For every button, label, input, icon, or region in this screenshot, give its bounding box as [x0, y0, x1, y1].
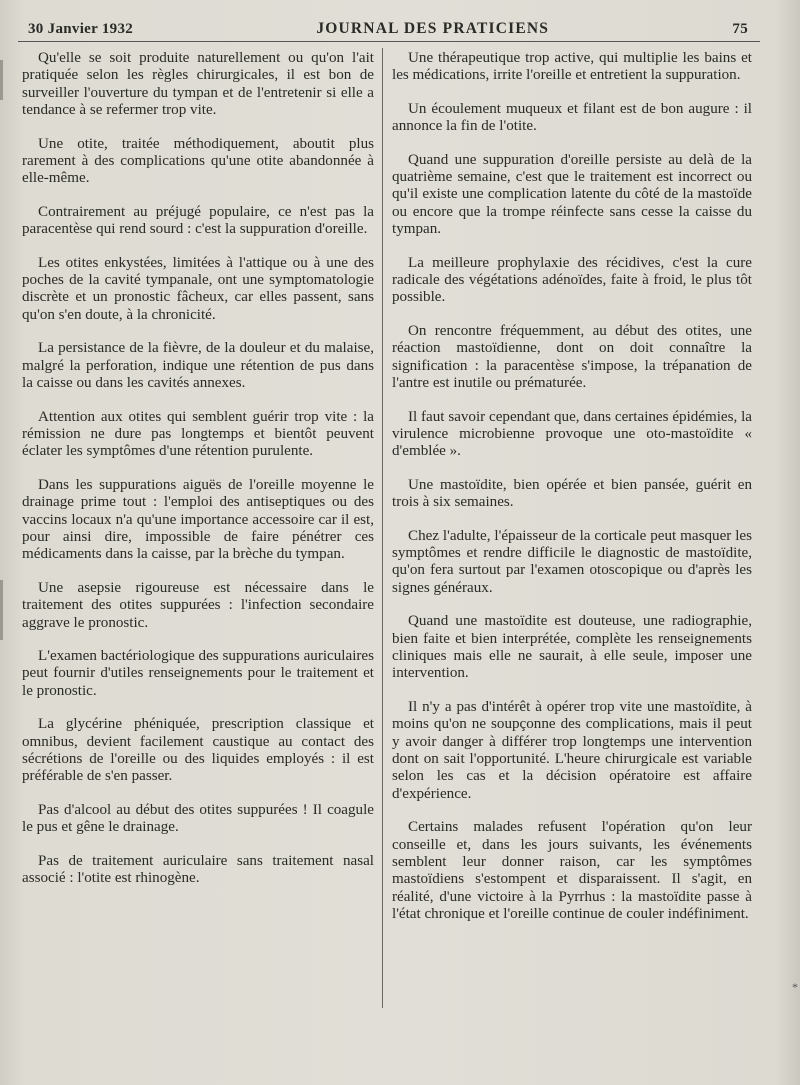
left-column	[22, 50, 374, 903]
right-column	[392, 50, 752, 940]
paragraph: La meilleure prophylaxie des récidives, c'est la cure radicale des végétations adénoïdes, faite à froid, le plus tôt possible.	[392, 254, 752, 306]
paragraph: Les otites enkystées, limitées à l'attique ou à une des poches de la cavité tympanale, ont une symptomatologie discrète et un pronostic fâcheux, car elles passent, sans qu'on s'en doute, à la chronicité.	[22, 254, 374, 323]
page-number: 75	[732, 20, 748, 37]
paragraph: L'examen bactériologique des suppurations auriculaires peut fournir d'utiles renseignements pour le traitement et le pronostic.	[22, 647, 374, 699]
paragraph: Une thérapeutique trop active, qui multiplie les bains et les médications, irrite l'oreille et entretient la suppuration.	[392, 50, 752, 84]
paragraph: Certains malades refusent l'opération qu'on leur conseille et, dans les jours suivants, les événements semblent leur donner raison, car les symptômes mastoïdiens s'estompent et disparaissent. Il s'agit, en réalité, d'une victoire à la Pyrrhus : la mastoïdite passe à l'état chronique et l'oreille continue de couler indéfiniment.	[392, 819, 752, 923]
paragraph: Une otite, traitée méthodiquement, aboutit plus rarement à des complications qu'une otite abandonnée à elle-même.	[22, 135, 374, 187]
paragraph: Quand une suppuration d'oreille persiste au delà de la quatrième semaine, c'est que le traitement est incorrect ou qu'il existe une complication latente du côté de la mastoïde ou encore que la trompe réinfecte sans cesse la caisse du tympan.	[392, 151, 752, 238]
column-divider	[382, 48, 383, 1008]
paragraph: Chez l'adulte, l'épaisseur de la corticale peut masquer les symptômes et rendre difficile le diagnostic de mastoïdite, qu'on fera surtout par l'examen otoscopique ou d'après les signes généraux.	[392, 527, 752, 596]
paragraph: Pas de traitement auriculaire sans traitement nasal associé : l'otite est rhinogène.	[22, 852, 374, 887]
journal-title: JOURNAL DES PRATICIENS	[316, 20, 550, 37]
header-date: 30 Janvier 1932	[28, 20, 134, 37]
paragraph: Il n'y a pas d'intérêt à opérer trop vite une mastoïdite, à moins qu'on ne soupçonne des complications, mais il peut y avoir danger à différer trop longtemps une intervention dont on sait l'opportunité. L'heure chirurgicale est variable selon les cas et la décision opératoire est affaire d'expérience.	[392, 698, 752, 802]
paragraph: Dans les suppurations aiguës de l'oreille moyenne le drainage prime tout : l'emploi des antiseptiques ou des vaccins locaux n'a qu'une importance accessoire car il est, pour ainsi dire, impossible de faire pénétrer ces médicaments dans la caisse, par la brèche du tympan.	[22, 476, 374, 563]
paragraph: La glycérine phéniquée, prescription classique et omnibus, devient facilement caustique au contact des sécrétions de l'oreille ou des liquides employés : il est préférable de s'en passer.	[22, 716, 374, 785]
page-header	[28, 18, 748, 40]
paragraph: Qu'elle se soit produite naturellement ou qu'on l'ait pratiquée selon les règles chirurgicales, il est bon de surveiller l'ouverture du tympan et de l'entretenir si elle a tendance à se refermer trop vite.	[22, 50, 374, 119]
paragraph: Une asepsie rigoureuse est nécessaire dans le traitement des otites suppurées : l'infection secondaire aggrave le pronostic.	[22, 579, 374, 631]
margin-mark: *	[792, 980, 798, 994]
paragraph: Il faut savoir cependant que, dans certaines épidémies, la virulence microbienne provoque une oto-mastoïdite « d'emblée ».	[392, 408, 752, 460]
paragraph: Un écoulement muqueux et filant est de bon augure : il annonce la fin de l'otite.	[392, 100, 752, 135]
paragraph: La persistance de la fièvre, de la douleur et du malaise, malgré la perforation, indique une rétention de pus dans la caisse ou dans les cavités annexes.	[22, 340, 374, 392]
header-rule	[18, 41, 760, 42]
paragraph: Attention aux otites qui semblent guérir trop vite : la rémission ne dure pas longtemps et bientôt peuvent éclater les symptômes d'une rétention purulente.	[22, 408, 374, 460]
paragraph: On rencontre fréquemment, au début des otites, une réaction mastoïdienne, dont on doit connaître la signification : la paracentèse s'impose, la trépanation de l'antre est inutile ou prématurée.	[392, 322, 752, 392]
paragraph: Pas d'alcool au début des otites suppurées ! Il coagule le pus et gêne le drainage.	[22, 801, 374, 836]
paragraph: Quand une mastoïdite est douteuse, une radiographie, bien faite et bien interprétée, complète les renseignements cliniques mais elle ne saurait, à elle seule, imposer une intervention.	[392, 613, 752, 682]
paragraph: Contrairement au préjugé populaire, ce n'est pas la paracentèse qui rend sourd : c'est la suppuration d'oreille.	[22, 203, 374, 238]
scan-edge-mark	[0, 60, 3, 100]
paragraph: Une mastoïdite, bien opérée et bien pansée, guérit en trois à six semaines.	[392, 476, 752, 511]
scan-edge-mark	[0, 580, 3, 640]
